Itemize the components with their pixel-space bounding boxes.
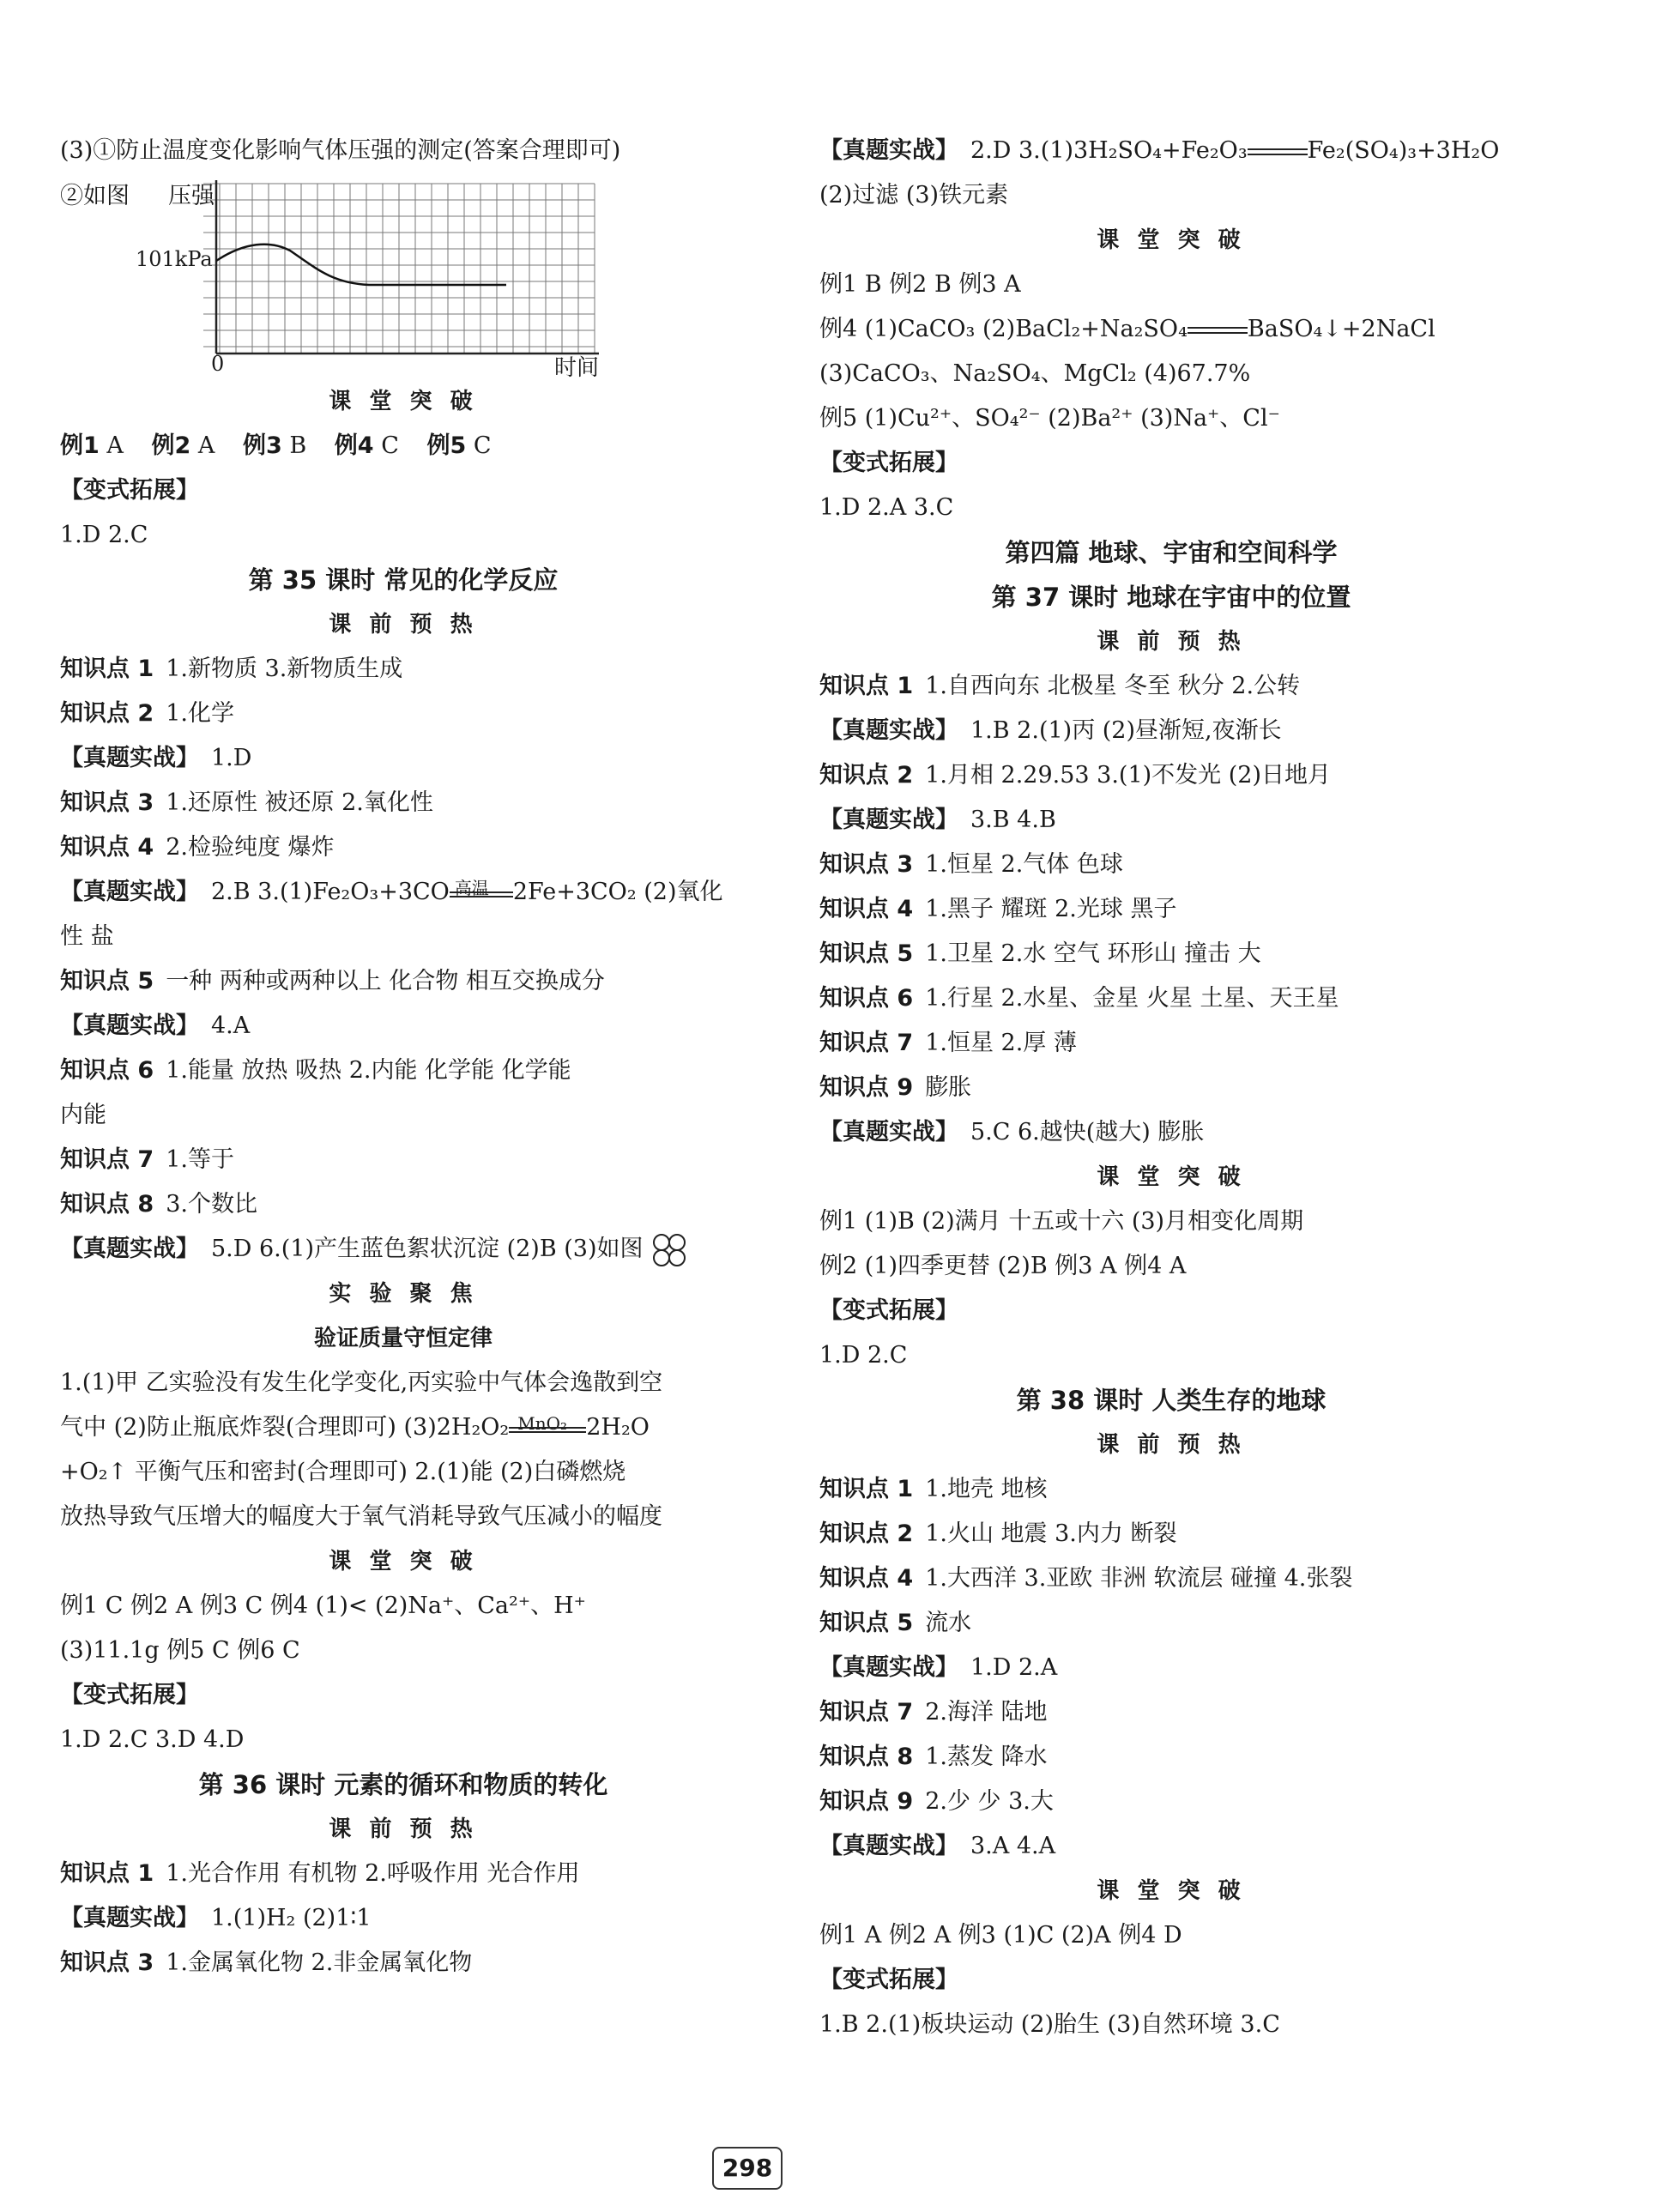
pressure-curve (216, 245, 506, 285)
l37-label: 知识点 4 (819, 896, 914, 922)
l38-row (819, 1601, 1523, 1646)
l37-label: 【真题实战】 (819, 717, 958, 744)
l37-label: 知识点 9 (819, 1074, 914, 1101)
ex-r1: 例1 B 例2 B 例3 A (819, 271, 1021, 298)
l38-row (819, 1824, 1523, 1869)
l38-text: 1.大西洋 3.亚欧 非洲 软流层 碰撞 4.张裂 (925, 1565, 1353, 1592)
reaction-arrow (509, 1412, 586, 1437)
l37-text: 5.C 6.越快(越大) 膨胀 (970, 1119, 1205, 1145)
ex-r7: 例1 A 例2 A 例3 (1)C (2)A 例4 D (819, 1922, 1182, 1949)
l37-text: 1.恒星 2.厚 薄 (925, 1030, 1077, 1056)
l35b-text: 一种 两种或两种以上 化合物 相互交换成分 (166, 968, 605, 994)
l38-label: 知识点 8 (819, 1744, 914, 1770)
shiyan-title: 验证质量守恒定律 (313, 1326, 493, 1351)
l36-label: 【真题实战】 (60, 1905, 199, 1931)
section-ketang-4: 课 堂 突 破 (1097, 1164, 1246, 1190)
bianshi-answers-4: 1.D 2.C (819, 1342, 908, 1369)
ex3-label: 例3 (242, 432, 282, 459)
part-4-title: 第四篇 地球、宇宙和空间科学 (1005, 538, 1338, 567)
l35b-row (60, 1004, 746, 1049)
bianshi-label-text: 【变式拓展】 (819, 450, 958, 476)
l38-label: 【真题实战】 (819, 1833, 958, 1859)
graph-canvas (60, 173, 626, 379)
bianshi-label-text: 【变式拓展】 (819, 1967, 958, 1993)
l37-label: 【真题实战】 (819, 807, 958, 833)
section-ketang-5: 课 堂 突 破 (1097, 1878, 1246, 1904)
l37-text: 1.恒星 2.气体 色球 (925, 851, 1123, 878)
equation-right: Fe₂(SO₄)₃+3H₂O (1307, 137, 1500, 164)
section-keqian-38: 课 前 预 热 (1097, 1432, 1246, 1458)
l37-row (819, 753, 1523, 798)
l37-label: 知识点 6 (819, 985, 914, 1012)
bianshi-answers-1: 1.D 2.C (60, 522, 148, 548)
l37-label: 知识点 7 (819, 1030, 914, 1056)
shiyan-eq-left: 气中 (2)防止瓶底炸裂(合理即可) (3)2H₂O₂ (60, 1414, 510, 1441)
l38-text: 1.地壳 地核 (925, 1476, 1048, 1502)
ex-r2-left: 例4 (1)CaCO₃ (2)BaCl₂+Na₂SO₄ (819, 316, 1188, 342)
l38-label: 知识点 1 (819, 1476, 914, 1502)
ex2-label: 例2 (151, 432, 191, 459)
graph-origin: 0 (211, 352, 225, 376)
l36-text: 1.光合作用 有机物 2.呼吸作用 光合作用 (166, 1860, 580, 1887)
equation-right: 2Fe+3CO₂ (2)氧化 (512, 879, 723, 905)
l38-text: 1.D 2.A (970, 1654, 1058, 1681)
l35-row (60, 736, 746, 781)
l35-row (60, 692, 746, 736)
right-column (819, 129, 1523, 2047)
l38-label: 【真题实战】 (819, 1654, 958, 1681)
ex-r5: 例1 (1)B (2)满月 十五或十六 (3)月相变化周期 (819, 1208, 1304, 1235)
l37-text: 膨胀 (925, 1074, 972, 1101)
l35-label: 知识点 1 (60, 656, 154, 682)
bianshi-label-text: 【变式拓展】 (60, 1682, 199, 1708)
equation-left: 2.D 3.(1)3H₂SO₄+Fe₂O₃ (970, 137, 1248, 164)
l37-row (819, 887, 1523, 932)
bianshi-label-1 (60, 468, 746, 513)
l35b-text: 1.能量 放热 吸热 2.内能 化学能 化学能 (166, 1057, 571, 1084)
l38-row (819, 1512, 1523, 1556)
section-keqian-37: 课 前 预 热 (1097, 629, 1246, 655)
bianshi-label-2 (60, 1673, 746, 1718)
ex-r2 (819, 307, 1523, 352)
l35c-text: 1.等于 (166, 1146, 234, 1173)
l38-label: 知识点 9 (819, 1788, 914, 1815)
l37-text: 1.行星 2.水星、金星 火星 土星、天王星 (925, 985, 1339, 1012)
l38-text: 1.火山 地震 3.内力 断裂 (925, 1520, 1177, 1547)
bianshi-answers-5: 1.B 2.(1)板块运动 (2)胎生 (3)自然环境 3.C (819, 2011, 1280, 2038)
bianshi-label-5 (819, 1958, 1523, 2003)
ex2-answer: A (197, 432, 215, 459)
lesson-38-title: 第 38 课时 人类生存的地球 (1016, 1386, 1327, 1415)
l35c-label: 知识点 8 (60, 1191, 154, 1218)
graph-intro: ②如图 (60, 183, 130, 209)
l38-label: 知识点 7 (819, 1699, 914, 1725)
reaction-arrow (450, 877, 513, 902)
l38-text: 1.蒸发 降水 (925, 1744, 1048, 1770)
l38-text: 2.少 少 3.大 (925, 1788, 1054, 1815)
molecule-diagram (650, 1231, 688, 1269)
l35-text: 1.还原性 被还原 2.氧化性 (166, 789, 433, 816)
section-keqian-35: 课 前 预 热 (329, 612, 478, 638)
ex5-answer: C (473, 432, 492, 459)
section-ketang-3: 课 堂 突 破 (1097, 227, 1246, 253)
l35-text: 2.检验纯度 爆炸 (166, 834, 335, 861)
l35-text: 1.化学 (166, 700, 234, 727)
shiyan-line-1: 1.(1)甲 乙实验没有发生化学变化,丙实验中气体会逸散到空 (60, 1369, 663, 1396)
shiyan-line-4: 放热导致气压增大的幅度大于氧气消耗导致气压减小的幅度 (60, 1503, 662, 1530)
l37-text: 1.卫星 2.水 空气 环形山 撞击 大 (925, 940, 1261, 967)
l37-row (819, 1066, 1523, 1110)
l36-text: 1.(1)H₂ (2)1∶1 (211, 1905, 372, 1931)
l37-row (819, 843, 1523, 887)
bianshi-label-text: 【变式拓展】 (819, 1297, 958, 1324)
left-column (60, 129, 746, 1985)
zhenti-cont: 性 盐 (60, 923, 114, 950)
l38-row (819, 1467, 1523, 1512)
reaction-condition: 高温 (454, 877, 489, 898)
shiyan-line-2 (60, 1405, 746, 1450)
l37-text: 1.自西向东 北极星 冬至 秋分 2.公转 (925, 673, 1301, 699)
bianshi-label-3 (819, 441, 1523, 486)
l37-text: 1.月相 2.29.53 3.(1)不发光 (2)日地月 (925, 762, 1332, 789)
l35b-label: 【真题实战】 (60, 1012, 199, 1039)
l35b-label: 知识点 5 (60, 968, 154, 994)
zhenti-top-row (819, 129, 1523, 173)
l35b-row (60, 1049, 746, 1093)
bianshi-answers-2: 1.D 2.C 3.D 4.D (60, 1726, 245, 1753)
examples-row-2b: (3)11.1g 例5 C 例6 C (60, 1637, 300, 1664)
l37-row (819, 664, 1523, 709)
zhenti-top-cont: (2)过滤 (3)铁元素 (819, 182, 1009, 209)
l35-row (60, 781, 746, 825)
ex1-answer: A (106, 432, 124, 459)
l35-label: 知识点 3 (60, 789, 154, 816)
l35c-row (60, 1138, 746, 1182)
l37-row (819, 709, 1523, 753)
l37-label: 知识点 2 (819, 762, 914, 789)
l35c-label: 知识点 7 (60, 1146, 154, 1173)
zhenti-equation-row (60, 870, 746, 915)
l38-text: 3.A 4.A (970, 1833, 1056, 1859)
ex-r6: 例2 (1)四季更替 (2)B 例3 A 例4 A (819, 1253, 1187, 1279)
l36-label: 知识点 1 (60, 1860, 154, 1887)
equation-left: 2.B 3.(1)Fe₂O₃+3CO (211, 879, 450, 905)
graph-grid (203, 184, 595, 354)
l37-row (819, 1110, 1523, 1155)
bianshi-label-4 (819, 1289, 1523, 1333)
graph-y-label: 压强 (168, 183, 215, 209)
l38-text: 流水 (925, 1610, 972, 1636)
lesson-35-title: 第 35 课时 常见的化学反应 (248, 565, 559, 595)
graph-x-label: 时间 (554, 355, 600, 381)
lesson-37-title: 第 37 课时 地球在宇宙中的位置 (991, 583, 1351, 612)
section-ketang-1: 课 堂 突 破 (329, 389, 478, 414)
l37-row (819, 976, 1523, 1021)
ex-r2-right: BaSO₄↓+2NaCl (1247, 316, 1435, 342)
l38-label: 知识点 2 (819, 1520, 914, 1547)
examples-row-2a: 例1 C 例2 A 例3 C 例4 (1)< (2)Na⁺、Ca²⁺、H⁺ (60, 1593, 586, 1619)
page-number: 298 (712, 2147, 783, 2190)
l37-label: 【真题实战】 (819, 1119, 958, 1145)
l37-label: 知识点 5 (819, 940, 914, 967)
l38-label: 知识点 4 (819, 1565, 914, 1592)
l35-label: 【真题实战】 (60, 745, 199, 771)
l37-text: 1.黑子 耀斑 2.光球 黑子 (925, 896, 1177, 922)
l38-text: 2.海洋 陆地 (925, 1699, 1048, 1725)
l35-label: 知识点 4 (60, 834, 154, 861)
l35c-text: 3.个数比 (166, 1191, 257, 1218)
l35b-row (60, 959, 746, 1004)
l38-row (819, 1780, 1523, 1824)
catalyst-label: MnO₂ (517, 1412, 568, 1434)
l36-text: 1.金属氧化物 2.非金属氧化物 (166, 1949, 473, 1976)
l37-text: 1.B 2.(1)丙 (2)昼渐短,夜渐长 (970, 717, 1282, 744)
bianshi-answers-3: 1.D 2.A 3.C (819, 494, 954, 521)
l37-row (819, 798, 1523, 843)
l35-label: 知识点 2 (60, 700, 154, 727)
graph-y-marker: 101kPa (136, 247, 213, 271)
ex4-label: 例4 (334, 432, 374, 459)
l38-row (819, 1556, 1523, 1601)
shiyan-eq-right: 2H₂O (586, 1414, 650, 1441)
l35-text: 1.D (211, 745, 252, 771)
l35b-text: 4.A (211, 1012, 251, 1039)
bianshi-label-text: 【变式拓展】 (60, 477, 199, 504)
ex1-label: 例1 (60, 432, 100, 459)
l37-row (819, 932, 1523, 976)
l36-row (60, 1852, 746, 1896)
ex3-answer: B (289, 432, 307, 459)
l35c-row (60, 1182, 746, 1227)
l35b-cont: 内能 (60, 1102, 106, 1128)
ex-r4: 例5 (1)Cu²⁺、SO₄²⁻ (2)Ba²⁺ (3)Na⁺、Cl⁻ (819, 405, 1280, 432)
equals-sign (1188, 322, 1248, 339)
l38-row (819, 1690, 1523, 1735)
zhenti-label: 【真题实战】 (60, 879, 199, 905)
l36-row (60, 1941, 746, 1985)
zhenti-3-row (60, 1227, 746, 1272)
pressure-graph (60, 173, 746, 379)
zhenti-top-label: 【真题实战】 (819, 137, 958, 164)
l35-row (60, 825, 746, 870)
section-shiyan: 实 验 聚 焦 (329, 1281, 478, 1307)
l38-row (819, 1735, 1523, 1780)
ex-r3: (3)CaCO₃、Na₂SO₄、MgCl₂ (4)67.7% (819, 360, 1251, 387)
l37-row (819, 1021, 1523, 1066)
equals-sign (1248, 143, 1308, 160)
l35-row (60, 647, 746, 692)
l38-row (819, 1646, 1523, 1690)
l36-label: 知识点 3 (60, 1949, 154, 1976)
section-keqian-36: 课 前 预 热 (329, 1816, 478, 1842)
zhenti-3-label: 【真题实战】 (60, 1236, 199, 1262)
lesson-36-title: 第 36 课时 元素的循环和物质的转化 (198, 1770, 608, 1799)
ex4-answer: C (381, 432, 399, 459)
q3-line: (3)①防止温度变化影响气体压强的测定(答案合理即可) (60, 137, 621, 164)
shiyan-line-3: +O₂↑ 平衡气压和密封(合理即可) 2.(1)能 (2)白磷燃烧 (60, 1459, 626, 1485)
l37-text: 3.B 4.B (970, 807, 1056, 833)
l36-row (60, 1896, 746, 1941)
l37-label: 知识点 1 (819, 673, 914, 699)
examples-row-1 (60, 424, 746, 468)
l38-label: 知识点 5 (819, 1610, 914, 1636)
section-ketang-2: 课 堂 突 破 (329, 1549, 478, 1574)
zhenti-3-text: 5.D 6.(1)产生蓝色絮状沉淀 (2)B (3)如图 (211, 1236, 644, 1262)
l35b-label: 知识点 6 (60, 1057, 154, 1084)
l35-text: 1.新物质 3.新物质生成 (166, 656, 403, 682)
ex5-label: 例5 (426, 432, 467, 459)
l37-label: 知识点 3 (819, 851, 914, 878)
